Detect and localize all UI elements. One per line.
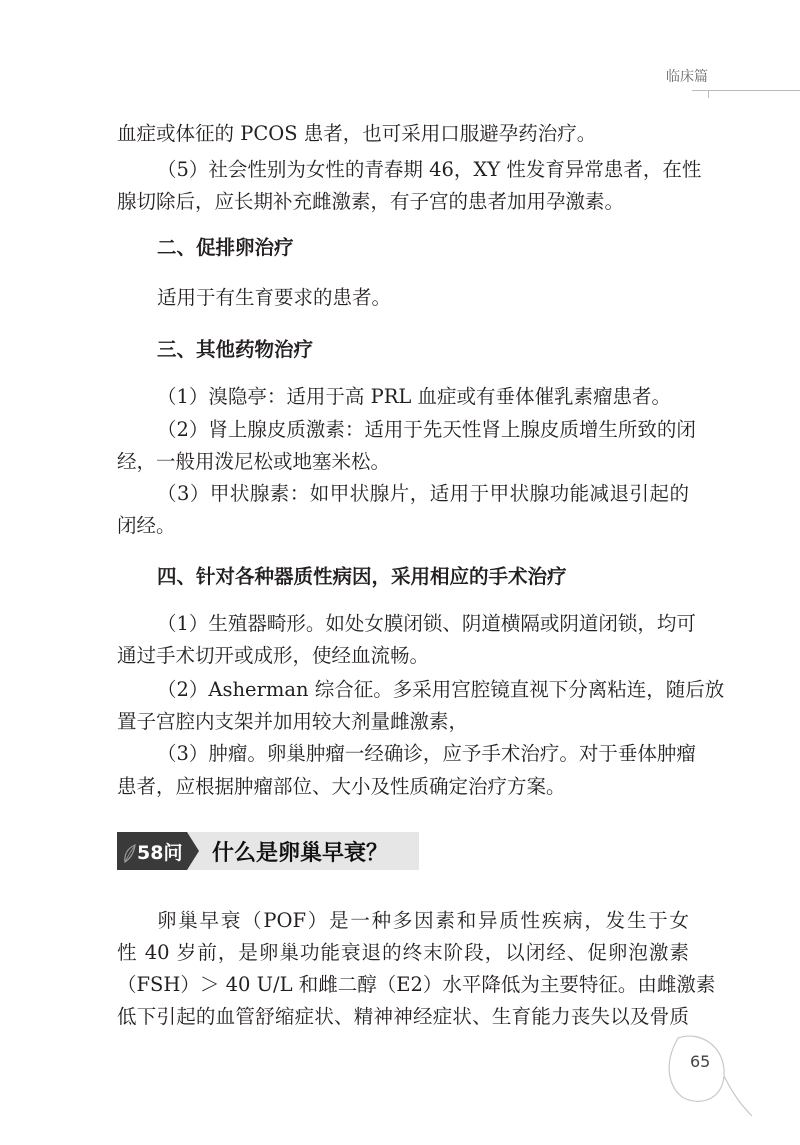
header-rule-tick	[708, 90, 709, 98]
question-banner	[117, 832, 419, 870]
body-line: 闭经。	[117, 514, 176, 537]
section-heading: 三、其他药物治疗	[157, 338, 314, 361]
body-line: （FSH）＞ 40 U/L 和雌二醇（E2）水平降低为主要特征。由雌激素	[117, 973, 716, 996]
body-line: 置子宫腔内支架并加用较大剂量雌激素，	[117, 710, 469, 733]
leaf-icon	[122, 842, 138, 864]
body-line: （3）甲状腺素：如甲状腺片，适用于甲状腺功能减退引起的	[157, 482, 689, 505]
body-line: （3）肿瘤。卵巢肿瘤一经确诊，应予手术治疗。对于垂体肿瘤	[157, 742, 696, 765]
body-line: （2）Asherman 综合征。多采用宫腔镜直视下分离粘连，随后放	[157, 678, 725, 701]
body-line: 性 40 岁前，是卵巢功能衰退的终末阶段，以闭经、促卵泡激素	[117, 941, 689, 964]
question-number: 58问	[137, 842, 183, 864]
body-line: （1）溴隐亭：适用于高 PRL 血症或有垂体催乳素瘤患者。	[157, 385, 672, 408]
body-line: 卵巢早衰（POF）是一种多因素和异质性疾病，发生于女	[157, 909, 689, 932]
body-line: 适用于有生育要求的患者。	[157, 286, 392, 309]
question-title: 什么是卵巢早衰？	[212, 841, 389, 866]
body-line: 腺切除后，应长期补充雌激素，有子宫的患者加用孕激素。	[117, 190, 625, 213]
section-heading: 四、针对各种器质性病因，采用相应的手术治疗	[157, 565, 567, 588]
section-heading: 二、促排卵治疗	[157, 236, 294, 259]
body-line: （5）社会性别为女性的青春期 46，XY 性发育异常患者，在性	[157, 158, 702, 181]
body-line: 低下引起的血管舒缩症状、精神神经症状、生育能力丧失以及骨质	[117, 1005, 689, 1028]
page-header	[0, 66, 800, 96]
body-line: （2）肾上腺皮质激素：适用于先天性肾上腺皮质增生所致的闭	[157, 418, 696, 441]
section-label: 临床篇	[666, 69, 708, 85]
body-line: 经，一般用泼尼松或地塞米松。	[117, 450, 391, 473]
page-number: 65	[690, 1052, 711, 1071]
body-line: 通过手术切开或成形，使经血流畅。	[117, 644, 430, 667]
body-line: 血症或体征的 PCOS 患者，也可采用口服避孕药治疗。	[117, 122, 597, 145]
body-line: （1）生殖器畸形。如处女膜闭锁、阴道横隔或阴道闭锁，均可	[157, 612, 696, 635]
body-line: 患者，应根据肿瘤部位、大小及性质确定治疗方案。	[117, 775, 566, 798]
